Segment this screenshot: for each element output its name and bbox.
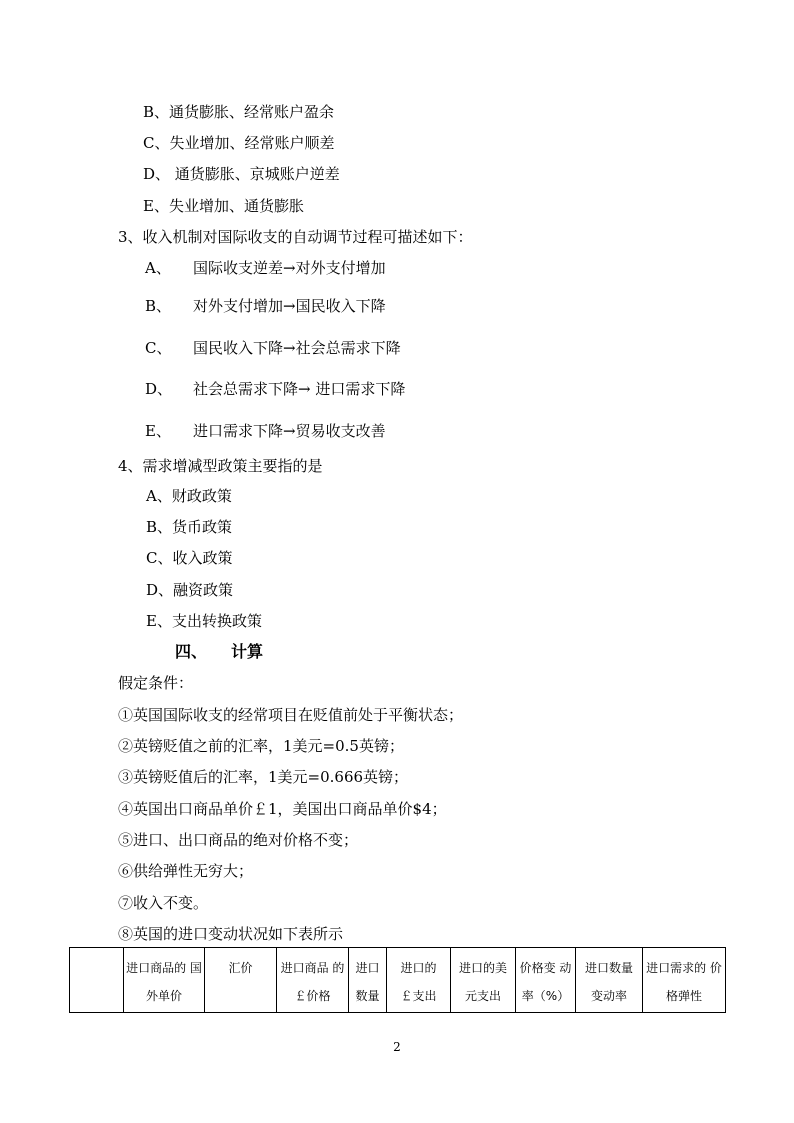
section-heading: [175, 642, 263, 662]
page-number: 2: [393, 1040, 401, 1054]
table-header-row: [70, 948, 726, 1013]
q4-option-d: D、融资政策: [146, 581, 234, 599]
condition-5: ⑤进口、出口商品的绝对价格不变；: [118, 831, 359, 849]
q3-option-b: [145, 296, 386, 316]
condition-4: ④英国出口商品单价￡1，美国出口商品单价$4；: [118, 800, 447, 818]
q3-option-b-text: 对外支付增加→国民收入下降: [193, 297, 386, 315]
condition-7: ⑦收入不变。: [118, 894, 209, 912]
section-number: 四、: [175, 642, 208, 661]
q3-option-d-label: D、: [145, 380, 173, 398]
table-header-cell: 进口 数量: [349, 948, 387, 1013]
q3-option-d: [145, 379, 405, 399]
table-header-cell: 进口的 ￡支出: [387, 948, 451, 1013]
q2-option-d: D、 通货膨胀、京城账户逆差: [143, 165, 340, 183]
q2-option-e: E、失业增加、通货膨胀: [143, 197, 304, 215]
q3-option-b-label: B、: [145, 297, 172, 315]
q4-stem: 4、需求增减型政策主要指的是: [118, 457, 323, 475]
q3-option-a: [145, 258, 386, 278]
q4-option-e: E、支出转换政策: [146, 612, 262, 630]
table-header-cell: 进口的美 元支出: [451, 948, 516, 1013]
condition-1: ①英国国际收支的经常项目在贬值前处于平衡状态；: [118, 706, 464, 724]
section-title: 计算: [231, 642, 264, 661]
q2-option-c: C、失业增加、经常账户顺差: [143, 134, 335, 152]
q3-option-c-label: C、: [145, 339, 172, 357]
table-header-cell: 进口需求的 价格弹性: [643, 948, 726, 1013]
q3-option-e-label: E、: [145, 422, 171, 440]
table-header-cell: 进口数量 变动率: [576, 948, 643, 1013]
assumptions-title: 假定条件：: [118, 674, 194, 692]
table-header-cell: 价格变 动率（%）: [516, 948, 576, 1013]
q4-option-c: C、收入政策: [146, 549, 233, 567]
table-header-cell: 进口商品 的￡价格: [277, 948, 349, 1013]
q3-option-a-text: 国际收支逆差→对外支付增加: [193, 259, 386, 277]
q3-stem: 3、收入机制对国际收支的自动调节过程可描述如下：: [118, 228, 473, 246]
q3-option-c: [145, 338, 401, 358]
q2-option-b: B、通货膨胀、经常账户盈余: [143, 103, 335, 121]
q3-option-e-text: 进口需求下降→贸易收支改善: [193, 422, 386, 440]
q4-option-b: B、货币政策: [146, 518, 233, 536]
condition-8: ⑧英国的进口变动状况如下表所示: [118, 925, 344, 943]
q3-option-d-text: 社会总需求下降→ 进口需求下降: [193, 380, 406, 398]
q4-option-a: A、财政政策: [146, 487, 232, 505]
condition-3: ③英镑贬值后的汇率，1美元=0.666英镑；: [118, 768, 409, 786]
q3-option-a-label: A、: [145, 259, 171, 277]
q3-option-e: [145, 421, 386, 441]
table-header-cell: 进口商品的 国外单价: [124, 948, 205, 1013]
condition-6: ⑥供给弹性无穷大；: [118, 862, 254, 880]
table-header-cell: [70, 948, 124, 1013]
table-header-cell: 汇价: [205, 948, 277, 1013]
condition-2: ②英镑贬值之前的汇率，1美元=0.5英镑；: [118, 737, 404, 755]
import-change-table: [69, 947, 726, 1013]
q3-option-c-text: 国民收入下降→社会总需求下降: [193, 339, 401, 357]
